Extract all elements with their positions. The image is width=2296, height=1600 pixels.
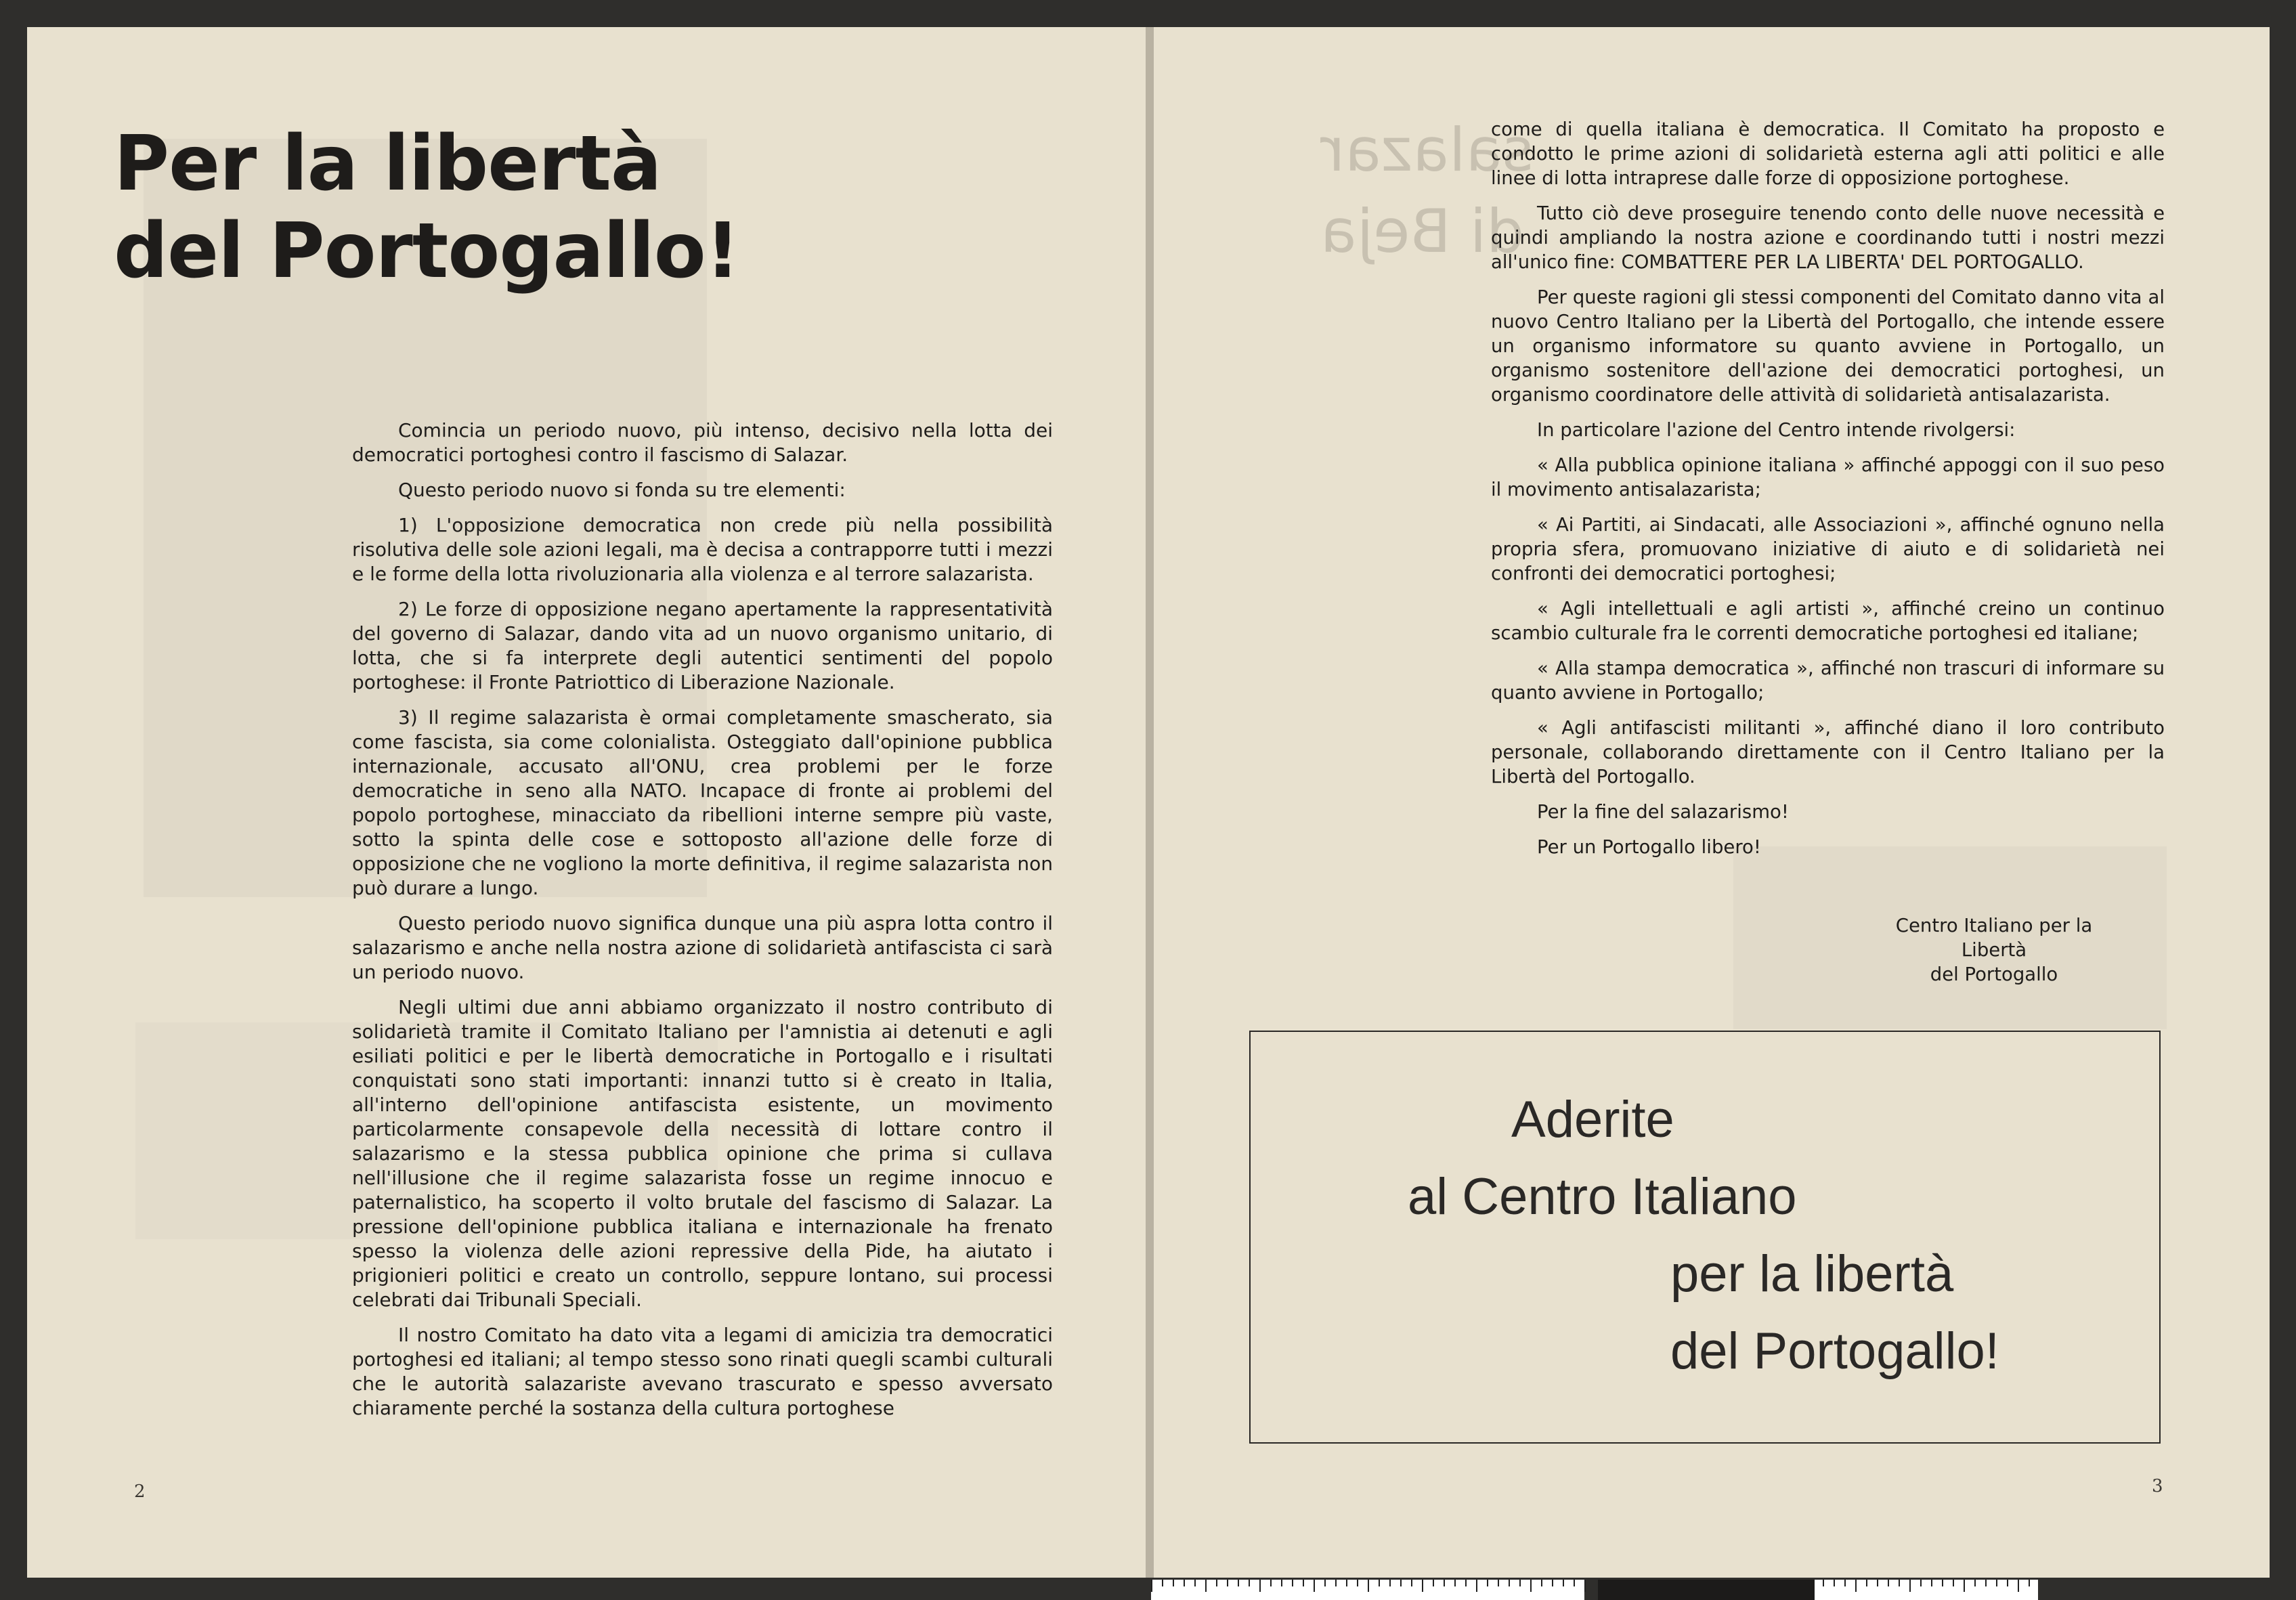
ruler-tick <box>1823 1580 1824 1586</box>
ruler-tick <box>1454 1580 1456 1586</box>
ruler-tick <box>1357 1580 1358 1586</box>
paragraph: Per la fine del salazarismo! <box>1537 801 1789 823</box>
ruler-tick <box>1909 1580 1911 1592</box>
paragraph: Negli ultimi due anni abbiamo organizzato il nostro contributo di solidarietà tramite il Comitato Italiano per l'amnistia ai detenuti e agli esiliati politici e per le libertà democratiche in Portogallo e i risultati conquistati sono stati importanti: innanzi tutto si è creato in Italia, all'interno dell'opinione antifascista esistente, un movimento particolarmente consapevole della necessità di lottare contro il salazarismo e la stessa pubblica opinione che prima si cullava nell'illusione che il regime salazarista fosse un regime innocuo e paternalistico, ha scoperto il volto brutale del fascismo di Salazar. La pressione dell'opinione pubblica italiana e internazionale ha frenato spesso la violenza delle azioni repressive della Pide, ha aiutato i prigionieri politici e creato un controllo, seppure lontano, sui processi celebrati dai Tribunali Speciali. <box>352 996 1053 1311</box>
slogan-line-4: del Portogallo! <box>1670 1322 1999 1380</box>
paragraph: Il nostro Comitato ha dato vita a legami di amicizia tra democratici portoghesi ed italiani; al tempo stesso sono rinati quegli scambi culturali che le autorità salazariste avevano trascurato e spesso avversato chiaramente perché la sostanza della cultura portoghese <box>352 1324 1053 1419</box>
ruler-tick <box>1985 1580 1987 1586</box>
ruler-tick <box>1530 1580 1532 1592</box>
paragraph: « Agli intellettuali e agli artisti », affinché creino un continuo scambio culturale fra le correnti democratiche portoghesi ed italiane; <box>1491 598 2165 644</box>
book-gutter <box>1146 27 1154 1578</box>
ruler-tick <box>1541 1580 1542 1586</box>
paragraph: 2) Le forze di opposizione negano apertamente la rappresentatività del governo di Salazar, dando vita ad un nuovo organismo unitario, di lotta, che si fa interprete degli autentici sentimenti del popolo portoghese: il Fronte Patriottico di Liberazione Nazionale. <box>352 598 1053 693</box>
ruler-tick <box>1162 1580 1163 1586</box>
ruler-tick <box>2007 1580 2008 1586</box>
ruler-tick <box>1324 1580 1326 1586</box>
right-article-column <box>1491 117 2165 870</box>
page-number-right: 3 <box>2152 1476 2163 1496</box>
ruler-tick <box>1270 1580 1272 1586</box>
scale-ruler-white <box>1815 1580 2038 1600</box>
ruler-tick <box>1877 1580 1878 1586</box>
ruler-tick <box>1368 1580 1369 1592</box>
ruler-tick <box>1314 1580 1315 1592</box>
paragraph: « Alla stampa democratica », affinché non trascuri di informare su quanto avviene in Portogallo; <box>1491 657 2165 704</box>
ruler-tick <box>1563 1580 1564 1586</box>
ruler-tick <box>1465 1580 1467 1586</box>
ruler-tick <box>1931 1580 1932 1586</box>
ruler-tick <box>1920 1580 1922 1586</box>
ruler-tick <box>1249 1580 1250 1586</box>
ruler-tick <box>1476 1580 1477 1592</box>
ruler-tick <box>1866 1580 1867 1586</box>
page-number-left: 2 <box>134 1482 146 1502</box>
ruler-tick <box>1389 1580 1391 1586</box>
ruler-tick <box>1974 1580 1976 1586</box>
ruler-tick <box>1151 1580 1152 1592</box>
ruler-tick <box>1292 1580 1293 1586</box>
ruler-tick <box>1519 1580 1521 1586</box>
paragraph: Questo periodo nuovo si fonda su tre elementi: <box>398 479 846 501</box>
ruler-tick <box>1216 1580 1217 1586</box>
title-line-1: Per la libertà <box>114 120 662 208</box>
ruler-tick <box>1834 1580 1835 1586</box>
signature-line-2: del Portogallo <box>1930 964 2058 985</box>
paragraph: In particolare l'azione del Centro intende rivolgersi: <box>1537 419 2016 441</box>
ruler-tick <box>1238 1580 1239 1586</box>
paragraph: 1) L'opposizione democratica non crede più nella possibilità risolutiva delle sole azioni legali, ma è decisa a contrapporre tutti i mezzi e le forme della lotta rivoluzionaria alla violenza e al terrore salazarista. <box>352 514 1053 585</box>
paragraph: Comincia un periodo nuovo, più intenso, decisivo nella lotta dei democratici portoghesi contro il fascismo di Salazar. <box>352 419 1053 466</box>
ruler-tick <box>1379 1580 1380 1586</box>
slogan-box <box>1249 1031 2161 1444</box>
ruler-tick <box>1411 1580 1412 1586</box>
ruler-tick <box>1844 1580 1846 1586</box>
ruler-tick <box>1173 1580 1174 1586</box>
scale-ruler-dark <box>1598 1580 1815 1600</box>
ruler-tick <box>1996 1580 1997 1586</box>
paragraph: « Alla pubblica opinione italiana » affinché appoggi con il suo peso il movimento antisalazarista; <box>1491 454 2165 500</box>
paragraph: « Agli antifascisti militanti », affinché diano il loro contributo personale, collaborando direttamente con il Centro Italiano per la Libertà del Portogallo. <box>1491 717 2165 787</box>
bleed-through-text: di Beja <box>1320 196 1525 266</box>
ruler-tick <box>2029 1580 2030 1586</box>
ruler-tick <box>1584 1580 1586 1592</box>
signature-line-1: Centro Italiano per la Libertà <box>1895 915 2093 961</box>
paragraph: Tutto ciò deve proseguire tenendo conto delle nuove necessità e quindi ampliando la nostra azione e coordinando tutti i nostri mezzi all'unico fine: COMBATTERE PER LA LIBERTA' DEL PORTOGALLO. <box>1491 202 2165 273</box>
ruler-tick <box>1888 1580 1889 1586</box>
ruler-tick <box>1346 1580 1347 1586</box>
slogan-line-2: al Centro Italiano <box>1408 1168 1797 1226</box>
ruler-tick <box>1855 1580 1857 1592</box>
ruler-tick <box>1422 1580 1423 1592</box>
ruler-tick <box>1444 1580 1445 1586</box>
ruler-tick <box>1953 1580 1954 1586</box>
ruler-tick <box>1942 1580 1943 1586</box>
ruler-tick <box>1227 1580 1228 1586</box>
ruler-tick <box>1498 1580 1499 1586</box>
ruler-tick <box>1259 1580 1261 1592</box>
ruler-tick <box>1552 1580 1553 1586</box>
ruler-tick <box>1574 1580 1575 1586</box>
paragraph: Per queste ragioni gli stessi componenti del Comitato danno vita al nuovo Centro Italiano per la Libertà del Portogallo, che intende essere un organismo informatore su quanto avviene in Portogallo, un organismo sostenitore dell'azione dei democratici portoghesi, un organismo coordinatore delle attività di solidarietà antisalazarista. <box>1491 286 2165 406</box>
left-article-column <box>352 418 1053 1431</box>
slogan-line-1: Aderite <box>1511 1091 1674 1148</box>
signature <box>1872 913 2116 987</box>
ruler-tick <box>1964 1580 1965 1592</box>
ruler-tick <box>1303 1580 1304 1586</box>
paragraph: Per un Portogallo libero! <box>1537 836 1761 858</box>
paragraph: « Ai Partiti, ai Sindacati, alle Associazioni », affinché ognuno nella propria sfera, promuovano iniziative di aiuto e di solidarietà nei confronti dei democratici portoghesi; <box>1491 514 2165 584</box>
ruler-tick <box>1509 1580 1510 1586</box>
paragraph: 3) Il regime salazarista è ormai completamente smascherato, sia come fascista, sia come colonialista. Osteggiato dall'opinione pubblica internazionale, accusato all'ONU, crea problemi per le forze democratiche in seno alla NATO. Incapace di fronte ai problemi del popolo portoghese, minacciato da ribellioni interne sempre più vaste, sotto la spinta delle cose e sottoposto all'azione delle forze di opposizione che ne vogliono la morte definitiva, il regime salazarista non può durare a lungo. <box>352 706 1053 899</box>
ruler-tick <box>1487 1580 1488 1586</box>
ruler-tick <box>1335 1580 1337 1586</box>
ruler-tick <box>1205 1580 1207 1592</box>
ruler-tick <box>1194 1580 1196 1586</box>
page-title <box>114 121 739 295</box>
ruler-tick <box>1281 1580 1282 1586</box>
ruler-tick <box>1899 1580 1900 1586</box>
title-line-2: del Portogallo! <box>114 207 739 295</box>
ruler-tick <box>2018 1580 2019 1592</box>
ruler-tick <box>1400 1580 1402 1586</box>
ruler-tick <box>1433 1580 1434 1586</box>
slogan-line-3: per la libertà <box>1670 1245 1954 1303</box>
paragraph: Questo periodo nuovo significa dunque una più aspra lotta contro il salazarismo e anche nella nostra azione di solidarietà antifascista ci sarà un periodo nuovo. <box>352 912 1053 983</box>
ruler-tick <box>1184 1580 1185 1586</box>
bleed-through-text: salazar <box>1320 115 1534 185</box>
paragraph: come di quella italiana è democratica. Il Comitato ha proposto e condotto le prime azioni di solidarietà esterna agli atti politici e alle linee di lotta intraprese dalle forze di opposizione portoghese. <box>1491 118 2165 189</box>
